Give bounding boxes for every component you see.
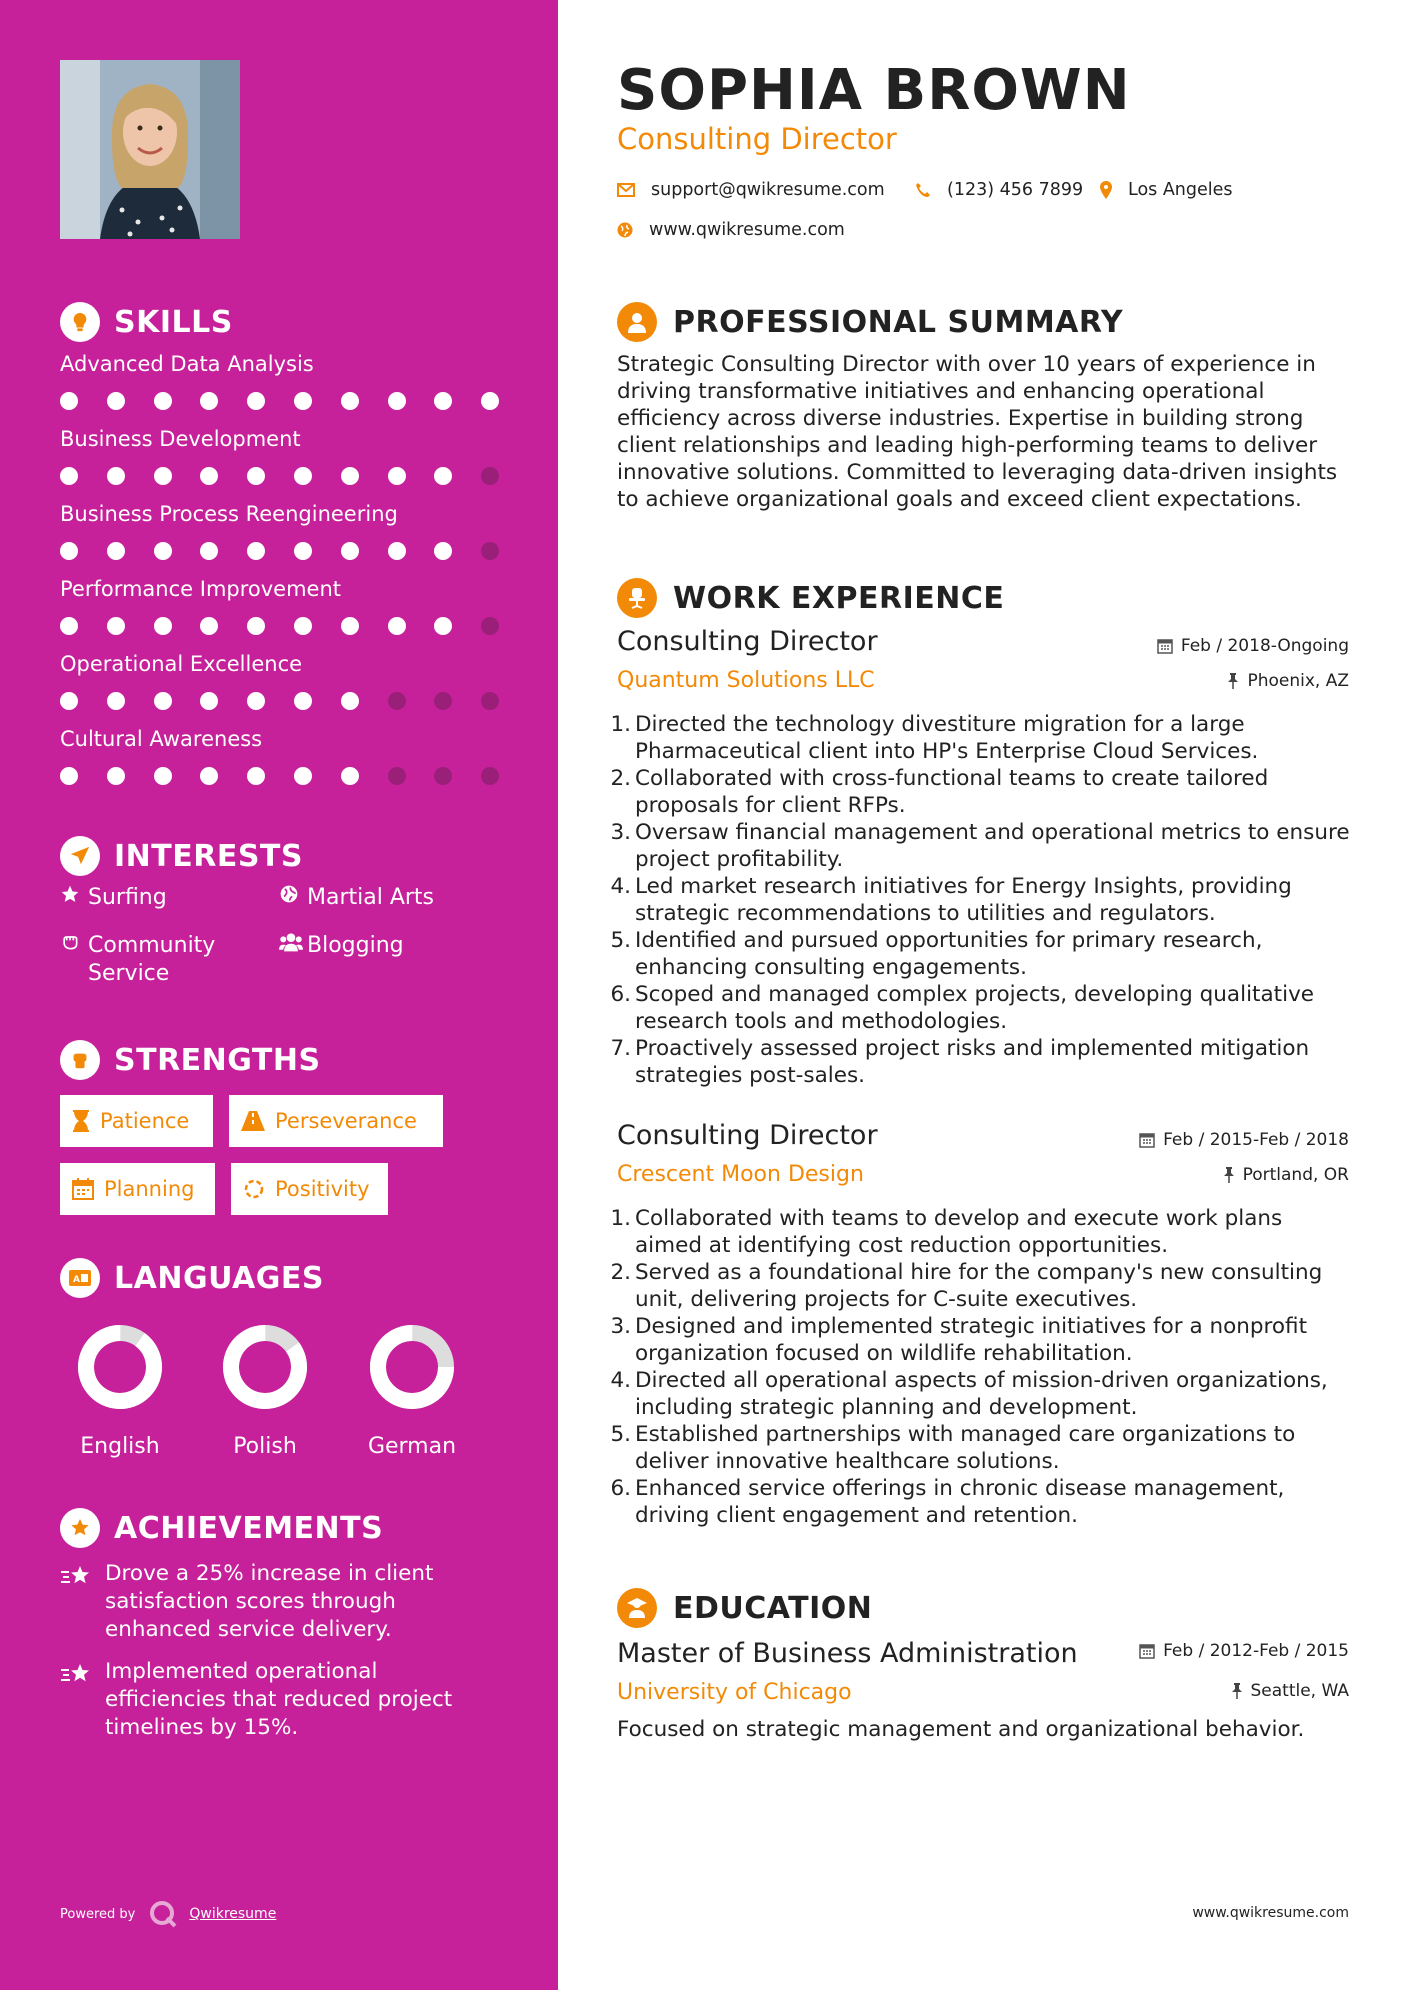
skill-dot-filled [200, 542, 218, 560]
list-item: 5. Established partnerships with managed care organizations to deliver innovative healthcare solutions. [610, 1422, 1296, 1474]
language-name: German [367, 1434, 457, 1459]
skill-dot-filled [434, 392, 452, 410]
calendar-icon [1139, 1132, 1155, 1148]
skill-dot-filled [247, 392, 265, 410]
list-item: 3. Designed and implemented strategic initiatives for a nonprofit organization focused on wildlife rehabilitation. [610, 1314, 1308, 1366]
skill-dot-filled [247, 542, 265, 560]
languages-heading [60, 1258, 324, 1298]
job-location: Phoenix, AZ [1227, 671, 1349, 691]
pushpin-icon [1227, 673, 1239, 689]
skill-dot-filled [341, 617, 359, 635]
skill-dot-filled [154, 617, 172, 635]
fist-icon [60, 1040, 100, 1080]
skill-rating [60, 617, 500, 637]
job-title: Consulting Director [617, 626, 878, 657]
list-item: 7. Proactively assessed project risks and implemented mitigation strategies post-sales. [610, 1036, 1310, 1088]
profile-photo [60, 60, 240, 239]
skill-dot-filled [388, 542, 406, 560]
education-dates: Feb / 2012-Feb / 2015 [1139, 1641, 1349, 1661]
skill-item [60, 502, 500, 562]
skill-dot-filled [294, 467, 312, 485]
skill-name: Business Development [60, 427, 301, 451]
language-level-ring [222, 1324, 308, 1410]
strength-tag: Patience [60, 1095, 213, 1147]
languages-title: LANGUAGES [114, 1260, 324, 1296]
phone-icon [915, 182, 931, 198]
skill-dot-filled [341, 767, 359, 785]
road-icon [241, 1111, 265, 1131]
interest-item: Blogging [279, 932, 404, 960]
hand-icon [60, 932, 88, 988]
list-item: 5. Identified and pursued opportunities for primary research, enhancing consulting engagements. [610, 928, 1263, 980]
education-degree: Master of Business Administration [617, 1638, 1078, 1669]
achievements-title: ACHIEVEMENTS [114, 1510, 384, 1546]
skills-title: SKILLS [114, 304, 233, 340]
skill-rating [60, 467, 500, 487]
map-pin-icon [1100, 181, 1112, 199]
skill-dot-filled [107, 392, 125, 410]
calendar-icon [72, 1178, 94, 1200]
language-ring-fill [222, 1324, 308, 1410]
job-dates: Feb / 2018-Ongoing [1157, 636, 1349, 656]
skill-rating [60, 392, 500, 412]
star-icon [60, 884, 88, 912]
job-company: Quantum Solutions LLC [617, 668, 875, 693]
skill-dot-filled [388, 467, 406, 485]
skill-dot-filled [294, 767, 312, 785]
language-name: English [80, 1434, 160, 1459]
qwikresume-logo-icon [149, 1900, 177, 1928]
interest-item: Martial Arts [279, 884, 434, 912]
job-bullets [610, 711, 1350, 1089]
list-item: 6. Scoped and managed complex projects, developing qualitative research tools and methodologies. [610, 982, 1315, 1034]
skill-dot-filled [107, 467, 125, 485]
skill-dot-filled [294, 692, 312, 710]
skill-dot-empty [388, 692, 406, 710]
strengths-title: STRENGTHS [114, 1042, 321, 1078]
skill-dot-empty [481, 467, 499, 485]
language-item [352, 1324, 472, 1459]
contact-phone[interactable]: (123) 456 7899 [915, 180, 1083, 200]
achievement-item: Implemented operational efficiencies that reduced project timelines by 15%. [60, 1658, 490, 1742]
skill-dot-filled [434, 617, 452, 635]
globe-icon [617, 222, 633, 238]
education-location: Seattle, WA [1231, 1681, 1350, 1701]
qwikresume-link[interactable]: Qwikresume [189, 1906, 277, 1922]
skill-dot-filled [388, 617, 406, 635]
skill-rating [60, 767, 500, 787]
skills-heading [60, 302, 233, 342]
calendar-icon [1157, 638, 1173, 654]
education-school: University of Chicago [617, 1680, 852, 1705]
strength-tag: Positivity [231, 1163, 388, 1215]
interests-heading [60, 836, 303, 876]
skill-dot-filled [341, 392, 359, 410]
language-level-ring [77, 1324, 163, 1410]
skill-dot-filled [294, 617, 312, 635]
users-icon [279, 932, 307, 960]
list-item: 4. Directed all operational aspects of mission-driven organizations, including strategic planning and development. [610, 1368, 1328, 1420]
contact-email[interactable]: support@qwikresume.com [617, 180, 885, 200]
language-name: Polish [233, 1434, 297, 1459]
language-item [205, 1324, 325, 1459]
skill-dot-filled [154, 767, 172, 785]
skill-dot-empty [481, 617, 499, 635]
language-item [60, 1324, 180, 1459]
language-level-ring [369, 1324, 455, 1410]
achievement-item: Drove a 25% increase in client satisfaction scores through enhanced service delivery. [60, 1560, 490, 1644]
globe-icon [279, 884, 307, 912]
skill-dot-filled [200, 467, 218, 485]
list-item: 2. Collaborated with cross-functional teams to create tailored proposals for client RFPs. [610, 766, 1269, 818]
skill-item [60, 577, 500, 637]
summary-text: Strategic Consulting Director with over 10 years of experience in driving transformative initiatives and enhancing operational efficiency across diverse industries. Expertise in building strong client relationships and leading high-performing teams to deliver innovative solutions. Committed to leveraging data-driven insights to achieve organizational goals and exceed client expectations. [617, 352, 1338, 512]
skill-item [60, 427, 500, 487]
medal-star-icon [60, 1508, 100, 1548]
skill-dot-filled [341, 542, 359, 560]
skill-item [60, 652, 500, 712]
interest-item: Community Service [60, 932, 260, 988]
skill-dot-filled [294, 392, 312, 410]
skill-dot-filled [200, 692, 218, 710]
education-heading: EDUCATION [617, 1588, 872, 1628]
skill-dot-filled [154, 542, 172, 560]
skill-item [60, 352, 500, 412]
list-item: 1. Collaborated with teams to develop and execute work plans aimed at identifying cost reduction opportunities. [610, 1206, 1283, 1258]
envelope-icon [617, 183, 635, 197]
contact-website[interactable]: www.qwikresume.com [617, 220, 845, 240]
strength-tag: Perseverance [229, 1095, 443, 1147]
skill-dot-filled [60, 542, 78, 560]
skill-dot-filled [341, 692, 359, 710]
skill-name: Operational Excellence [60, 652, 303, 676]
skill-dot-filled [154, 467, 172, 485]
pushpin-icon [1231, 1683, 1243, 1699]
skill-name: Performance Improvement [60, 577, 342, 601]
achievements-heading [60, 1508, 383, 1548]
list-item: 2. Served as a foundational hire for the company's new consulting unit, delivering projects for C-suite executives. [610, 1260, 1323, 1312]
skill-dot-filled [481, 392, 499, 410]
skill-dot-empty [388, 767, 406, 785]
footer-url[interactable]: www.qwikresume.com [1192, 1905, 1349, 1921]
user-icon [617, 302, 657, 342]
skill-rating [60, 542, 500, 562]
sidebar [0, 0, 558, 1990]
skill-dot-filled [247, 767, 265, 785]
candidate-role: Consulting Director [617, 122, 897, 156]
skill-dot-filled [60, 392, 78, 410]
education-description: Focused on strategic management and organizational behavior. [617, 1717, 1305, 1742]
spinner-icon [243, 1178, 265, 1200]
skill-dot-filled [60, 617, 78, 635]
skill-dot-filled [434, 542, 452, 560]
skill-rating [60, 692, 500, 712]
skill-dot-filled [60, 692, 78, 710]
language-icon [60, 1258, 100, 1298]
skill-dot-empty [481, 542, 499, 560]
skill-dot-empty [481, 767, 499, 785]
powered-by: Powered by Qwikresume [60, 1900, 276, 1928]
list-item: 3. Oversaw financial management and operational metrics to ensure project profitability. [610, 820, 1350, 872]
skill-dot-filled [154, 692, 172, 710]
svg-text:A: A [73, 1275, 80, 1285]
graduation-icon [617, 1588, 657, 1628]
skill-dot-filled [294, 542, 312, 560]
skill-dot-filled [434, 467, 452, 485]
skill-dot-filled [200, 392, 218, 410]
list-item: 1. Directed the technology divestiture migration for a large Pharmaceutical client into HP's Enterprise Cloud Services. [610, 712, 1259, 764]
experience-heading: WORK EXPERIENCE [617, 578, 1004, 618]
skill-dot-filled [247, 617, 265, 635]
shooting-star-icon [60, 1560, 105, 1644]
skill-name: Advanced Data Analysis [60, 352, 314, 376]
list-item: 6. Enhanced service offerings in chronic disease management, driving client engagement and retention. [610, 1476, 1285, 1528]
job-location: Portland, OR [1223, 1165, 1349, 1185]
skill-dot-empty [434, 692, 452, 710]
skill-dot-filled [341, 467, 359, 485]
skill-dot-filled [60, 467, 78, 485]
skill-dot-filled [247, 692, 265, 710]
strengths-heading [60, 1040, 321, 1080]
skill-name: Cultural Awareness [60, 727, 263, 751]
skill-dot-filled [154, 392, 172, 410]
skill-dot-filled [107, 692, 125, 710]
contact-location: Los Angeles [1100, 180, 1233, 200]
office-chair-icon [617, 578, 657, 618]
list-item: 4. Led market research initiatives for Energy Insights, providing strategic recommendations to utilities and regulators. [610, 874, 1292, 926]
paper-plane-icon [60, 836, 100, 876]
hourglass-icon [72, 1110, 90, 1132]
skill-name: Business Process Reengineering [60, 502, 398, 526]
strength-tag: Planning [60, 1163, 215, 1215]
skill-dot-filled [388, 392, 406, 410]
interest-item: Surfing [60, 884, 167, 912]
job-title: Consulting Director [617, 1120, 878, 1151]
calendar-icon [1139, 1643, 1155, 1659]
skill-dot-filled [107, 542, 125, 560]
job-company: Crescent Moon Design [617, 1162, 864, 1187]
job-dates: Feb / 2015-Feb / 2018 [1139, 1130, 1349, 1150]
candidate-name: SOPHIA BROWN [617, 58, 1131, 123]
interests-title: INTERESTS [114, 838, 303, 874]
summary-heading: PROFESSIONAL SUMMARY [617, 302, 1123, 342]
skill-dot-empty [481, 692, 499, 710]
skill-item [60, 727, 500, 787]
skill-dot-filled [107, 767, 125, 785]
pushpin-icon [1223, 1167, 1235, 1183]
skill-dot-filled [200, 767, 218, 785]
skill-dot-empty [434, 767, 452, 785]
skill-dot-filled [247, 467, 265, 485]
shooting-star-icon [60, 1658, 105, 1742]
lightbulb-icon [60, 302, 100, 342]
job-bullets [610, 1205, 1350, 1529]
language-ring-fill [77, 1324, 163, 1410]
skill-dot-filled [107, 617, 125, 635]
skill-dot-filled [200, 617, 218, 635]
skill-dot-filled [60, 767, 78, 785]
